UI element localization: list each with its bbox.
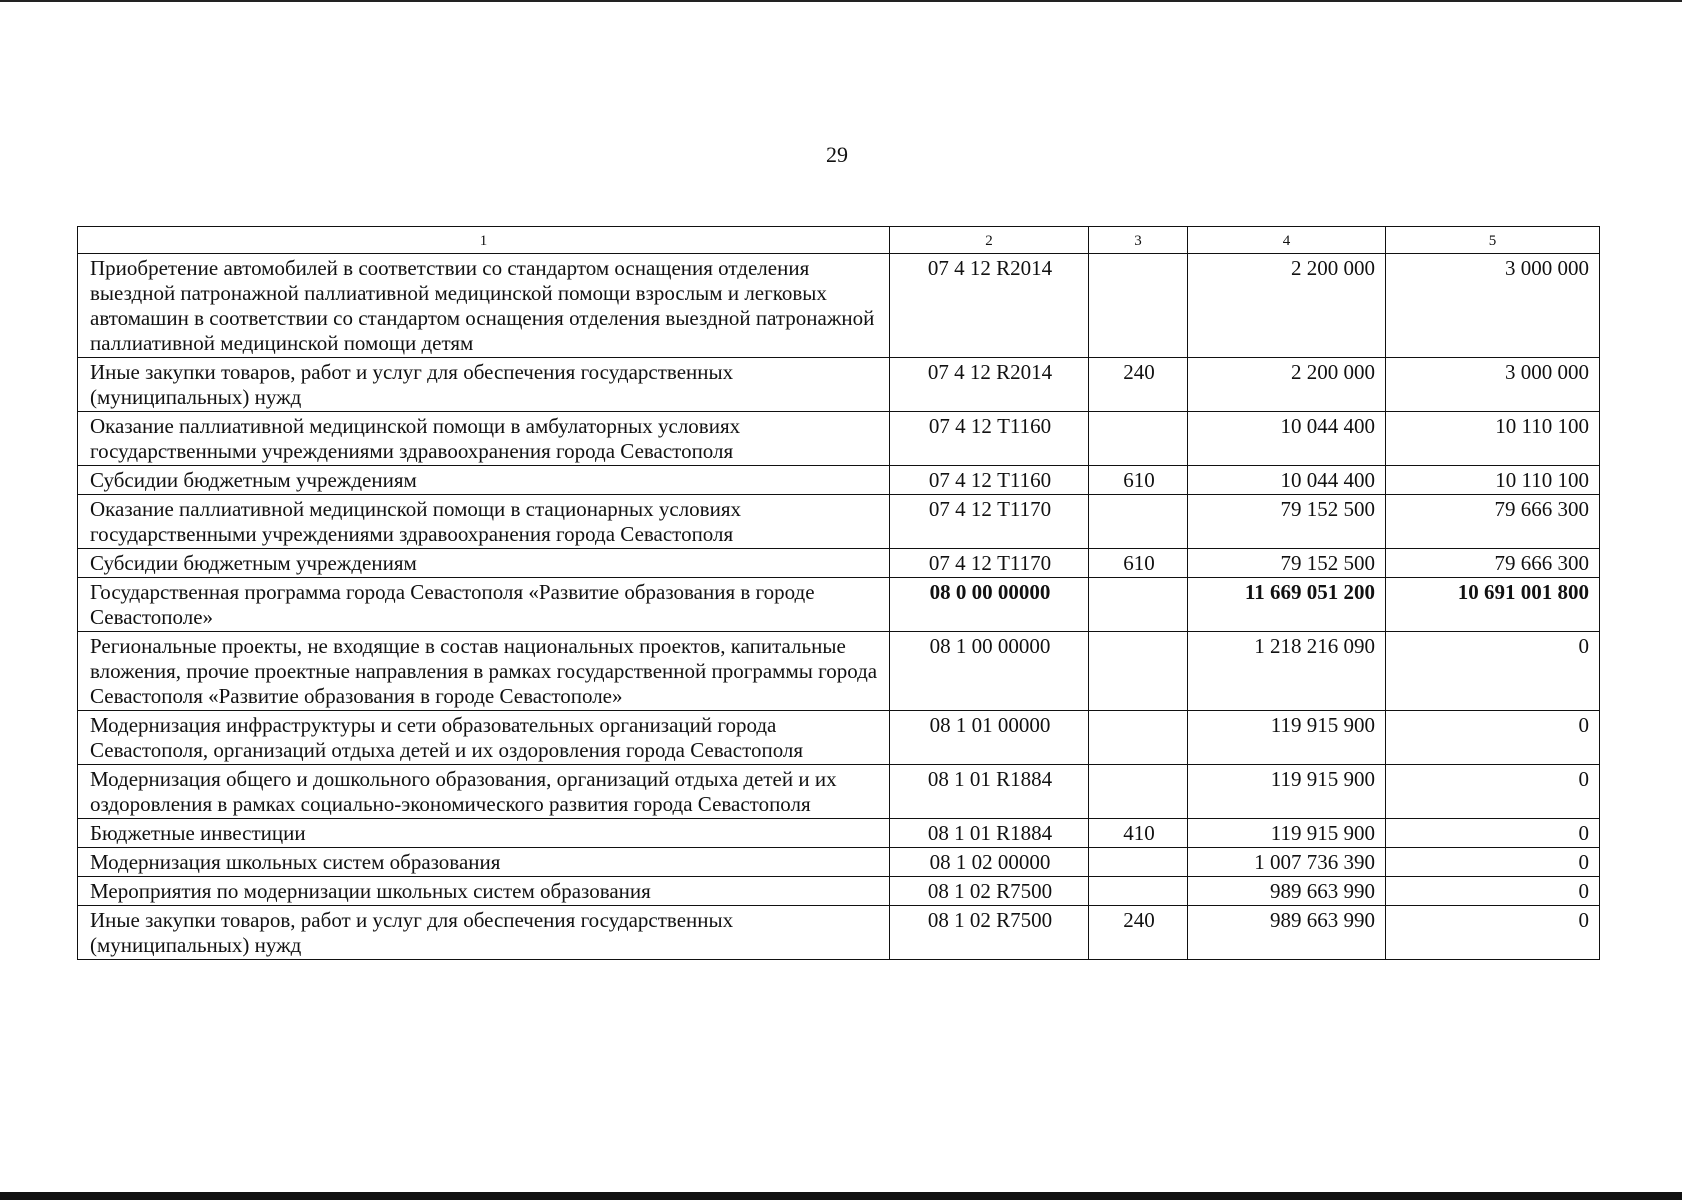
row-amount-col4-cell: 119 915 900 xyxy=(1188,765,1386,819)
row-amount-col4-cell: 119 915 900 xyxy=(1188,711,1386,765)
row-amount-col4-cell: 2 200 000 xyxy=(1188,358,1386,412)
row-amount-col4-cell: 2 200 000 xyxy=(1188,254,1386,358)
row-amount-col4-cell: 1 007 736 390 xyxy=(1188,848,1386,877)
row-expense-type-cell: 240 xyxy=(1089,358,1188,412)
row-expense-type-cell: 240 xyxy=(1089,906,1188,960)
table-row xyxy=(78,848,1600,877)
row-amount-col4-cell: 989 663 990 xyxy=(1188,877,1386,906)
row-name-cell: Модернизация школьных систем образования xyxy=(78,848,890,877)
row-name-cell: Субсидии бюджетным учреждениям xyxy=(78,549,890,578)
row-code-cell: 08 1 02 00000 xyxy=(890,848,1089,877)
table-row xyxy=(78,906,1600,960)
row-amount-col5-cell: 0 xyxy=(1386,906,1600,960)
row-name-cell: Субсидии бюджетным учреждениям xyxy=(78,466,890,495)
table-row xyxy=(78,765,1600,819)
bottom-border-line xyxy=(0,1192,1682,1200)
column-header-4: 4 xyxy=(1188,227,1386,254)
row-amount-col5-cell: 0 xyxy=(1386,819,1600,848)
column-header-5: 5 xyxy=(1386,227,1600,254)
row-code-cell: 07 4 12 R2014 xyxy=(890,358,1089,412)
table-row xyxy=(78,819,1600,848)
row-amount-col5-cell: 3 000 000 xyxy=(1386,358,1600,412)
table-row xyxy=(78,578,1600,632)
row-amount-col4-cell: 11 669 051 200 xyxy=(1188,578,1386,632)
row-name-cell: Оказание паллиативной медицинской помощи в стационарных условиях государственными учреждениями здравоохранения города Севастополя xyxy=(78,495,890,549)
row-amount-col5-cell: 10 691 001 800 xyxy=(1386,578,1600,632)
row-code-cell: 08 1 02 R7500 xyxy=(890,906,1089,960)
row-name-cell: Иные закупки товаров, работ и услуг для обеспечения государственных (муниципальных) нужд xyxy=(78,358,890,412)
table-row xyxy=(78,495,1600,549)
column-number-row xyxy=(78,227,1600,254)
row-amount-col4-cell: 79 152 500 xyxy=(1188,549,1386,578)
row-code-cell: 07 4 12 Т1170 xyxy=(890,549,1089,578)
table-row xyxy=(78,877,1600,906)
row-amount-col4-cell: 10 044 400 xyxy=(1188,412,1386,466)
row-expense-type-cell xyxy=(1089,495,1188,549)
page-number: 29 xyxy=(826,142,848,167)
row-amount-col5-cell: 3 000 000 xyxy=(1386,254,1600,358)
row-name-cell: Мероприятия по модернизации школьных систем образования xyxy=(78,877,890,906)
row-expense-type-cell xyxy=(1089,578,1188,632)
row-name-cell: Модернизация инфраструктуры и сети образовательных организаций города Севастополя, организаций отдыха детей и их оздоровления города Севастополя xyxy=(78,711,890,765)
row-code-cell: 07 4 12 Т1160 xyxy=(890,466,1089,495)
row-amount-col5-cell: 10 110 100 xyxy=(1386,466,1600,495)
row-name-cell: Бюджетные инвестиции xyxy=(78,819,890,848)
row-expense-type-cell xyxy=(1089,848,1188,877)
row-name-cell: Иные закупки товаров, работ и услуг для обеспечения государственных (муниципальных) нужд xyxy=(78,906,890,960)
row-amount-col5-cell: 0 xyxy=(1386,877,1600,906)
table-row xyxy=(78,632,1600,711)
row-amount-col5-cell: 10 110 100 xyxy=(1386,412,1600,466)
column-header-2: 2 xyxy=(890,227,1089,254)
row-expense-type-cell xyxy=(1089,765,1188,819)
table-row xyxy=(78,549,1600,578)
row-name-cell: Оказание паллиативной медицинской помощи в амбулаторных условиях государственными учреждениями здравоохранения города Севастополя xyxy=(78,412,890,466)
row-expense-type-cell xyxy=(1089,632,1188,711)
row-expense-type-cell xyxy=(1089,254,1188,358)
table-row xyxy=(78,254,1600,358)
budget-table xyxy=(77,226,1600,960)
row-amount-col4-cell: 10 044 400 xyxy=(1188,466,1386,495)
row-name-cell: Региональные проекты, не входящие в состав национальных проектов, капитальные вложения, прочие проектные направления в рамках государственной программы города Севастополя «Развитие образования в городе Севастополе» xyxy=(78,632,890,711)
table-row xyxy=(78,466,1600,495)
column-header-3: 3 xyxy=(1089,227,1188,254)
row-code-cell: 07 4 12 Т1160 xyxy=(890,412,1089,466)
row-amount-col4-cell: 1 218 216 090 xyxy=(1188,632,1386,711)
row-amount-col4-cell: 79 152 500 xyxy=(1188,495,1386,549)
row-amount-col5-cell: 79 666 300 xyxy=(1386,549,1600,578)
row-expense-type-cell: 610 xyxy=(1089,549,1188,578)
row-expense-type-cell xyxy=(1089,711,1188,765)
column-header-1: 1 xyxy=(78,227,890,254)
row-amount-col5-cell: 0 xyxy=(1386,765,1600,819)
table-row xyxy=(78,711,1600,765)
row-code-cell: 07 4 12 Т1170 xyxy=(890,495,1089,549)
row-expense-type-cell: 610 xyxy=(1089,466,1188,495)
row-amount-col4-cell: 119 915 900 xyxy=(1188,819,1386,848)
row-amount-col5-cell: 0 xyxy=(1386,632,1600,711)
row-code-cell: 08 1 01 R1884 xyxy=(890,819,1089,848)
row-code-cell: 08 1 01 R1884 xyxy=(890,765,1089,819)
row-amount-col4-cell: 989 663 990 xyxy=(1188,906,1386,960)
table-row xyxy=(78,358,1600,412)
row-name-cell: Приобретение автомобилей в соответствии со стандартом оснащения отделения выездной патронажной паллиативной медицинской помощи взрослым и легковых автомашин в соответствии со стандартом оснащения отделения выездной патронажной паллиативной медицинской помощи детям xyxy=(78,254,890,358)
row-code-cell: 08 1 01 00000 xyxy=(890,711,1089,765)
row-amount-col5-cell: 0 xyxy=(1386,848,1600,877)
row-name-cell: Государственная программа города Севастополя «Развитие образования в городе Севастополе» xyxy=(78,578,890,632)
top-border-line xyxy=(0,0,1682,2)
row-amount-col5-cell: 79 666 300 xyxy=(1386,495,1600,549)
row-code-cell: 08 1 02 R7500 xyxy=(890,877,1089,906)
budget-table-body xyxy=(78,227,1600,960)
table-row xyxy=(78,412,1600,466)
row-amount-col5-cell: 0 xyxy=(1386,711,1600,765)
row-code-cell: 07 4 12 R2014 xyxy=(890,254,1089,358)
row-code-cell: 08 1 00 00000 xyxy=(890,632,1089,711)
row-code-cell: 08 0 00 00000 xyxy=(890,578,1089,632)
row-name-cell: Модернизация общего и дошкольного образования, организаций отдыха детей и их оздоровления в рамках социально-экономического развития города Севастополя xyxy=(78,765,890,819)
row-expense-type-cell: 410 xyxy=(1089,819,1188,848)
row-expense-type-cell xyxy=(1089,877,1188,906)
row-expense-type-cell xyxy=(1089,412,1188,466)
